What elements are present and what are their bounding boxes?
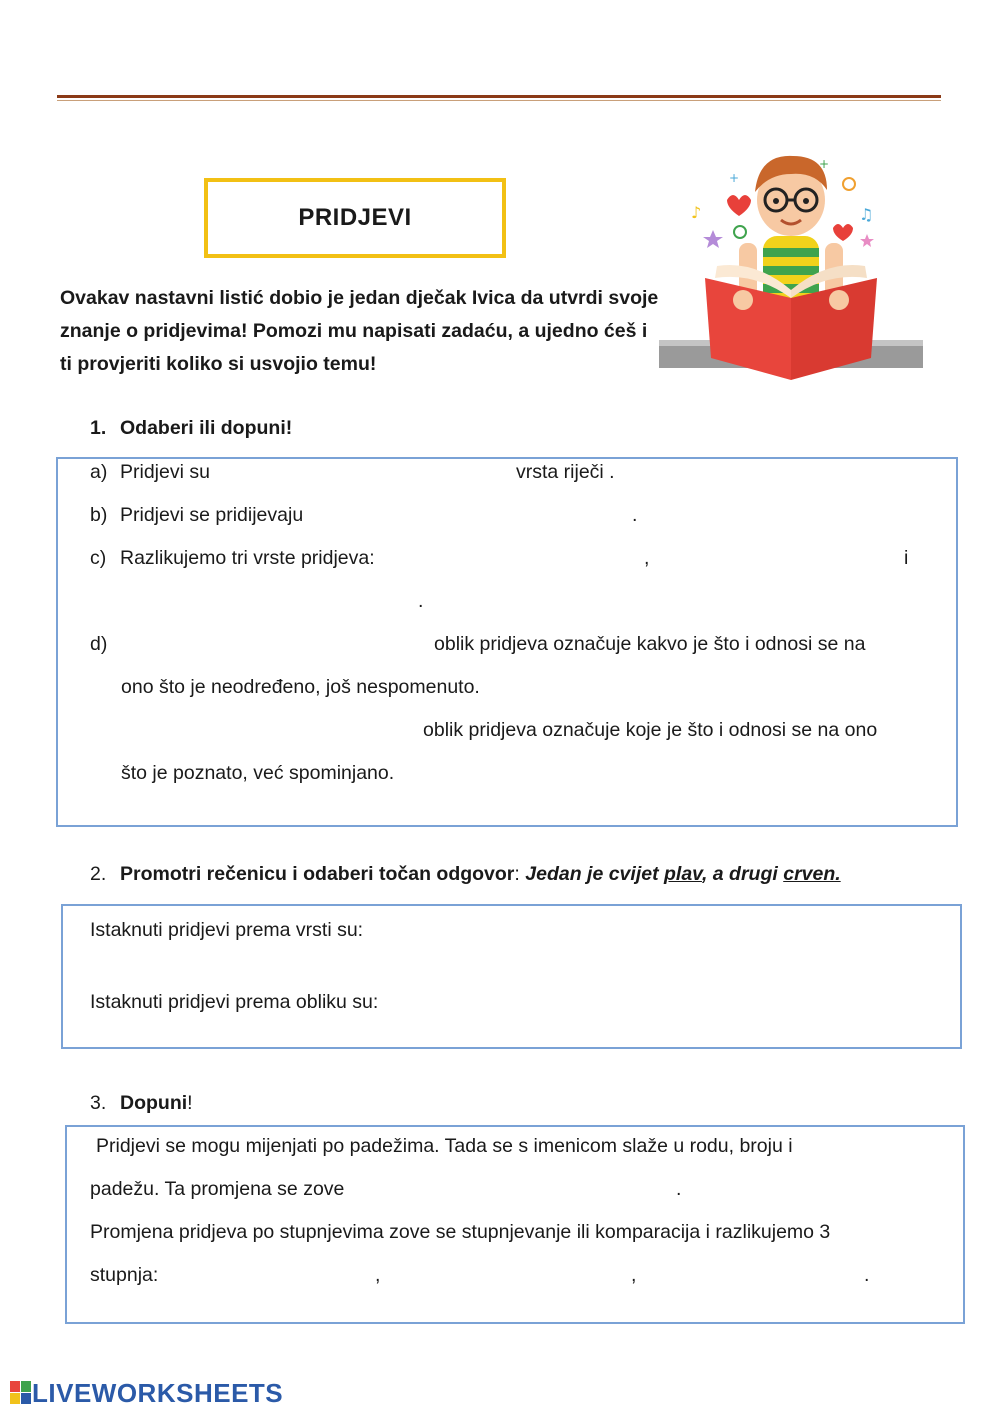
boy-reading-book-illustration xyxy=(655,148,927,388)
q1-item-d-line3: oblik pridjeva označuje koje je što i odnosi se na ono xyxy=(423,719,878,741)
q3-line1: Pridjevi se mogu mijenjati po padežima. Tada se s imenicom slaže u rodu, broju i xyxy=(96,1135,793,1157)
q3-comma-2: , xyxy=(631,1264,637,1286)
q1-heading: 1. Odaberi ili dopuni! xyxy=(90,417,293,439)
q1-item-b-tail: . xyxy=(632,504,638,526)
svg-text:♪: ♪ xyxy=(691,203,702,222)
q2-highlight-word-2: crven. xyxy=(783,863,841,885)
q2-heading: 2. Promotri rečenicu i odaberi točan odgovor: Jedan je cvijet plav, a drugi crven. xyxy=(90,863,841,885)
q1-item-d-label: d) xyxy=(90,633,108,655)
q1-item-a-tail: vrsta riječi . xyxy=(516,461,615,483)
q3-line4: stupnja: xyxy=(90,1264,159,1286)
q1-item-d-line1: oblik pridjeva označuje kakvo je što i odnosi se na xyxy=(434,633,866,655)
title-box xyxy=(204,178,506,258)
q2-line-vrsta: Istaknuti pridjevi prema vrsti su: xyxy=(90,919,364,941)
liveworksheets-logo[interactable] xyxy=(10,1378,283,1408)
q1-item-c: c) Razlikujemo tri vrste pridjeva: xyxy=(90,547,375,569)
svg-text:+: + xyxy=(729,171,740,185)
header-rule-thin xyxy=(57,100,941,101)
page-title: PRIDJEVI xyxy=(298,204,412,231)
q3-line2-dot: . xyxy=(676,1178,682,1200)
intro-text: Ovakav nastavni listić dobio je jedan dječak Ivica da utvrdi svoje znanje o pridjevima! Pomozi mu napisati zadaću, a ujedno ćeš i ti provjeriti koliko si usvojio temu! xyxy=(60,287,659,375)
q1-item-d-line4: što je poznato, već spominjano. xyxy=(121,762,395,784)
header-rule xyxy=(57,95,941,98)
q1-item-c-dot: . xyxy=(418,590,424,612)
q1-item-c-comma: , xyxy=(644,547,650,569)
q2-highlight-word-1: plav xyxy=(664,863,702,885)
svg-text:+: + xyxy=(819,157,830,171)
q3-heading: 3. Dopuni! xyxy=(90,1092,193,1114)
q1-item-c-i: i xyxy=(904,547,909,569)
q2-line-oblik: Istaknuti pridjevi prema obliku su: xyxy=(90,991,379,1013)
svg-text:♫: ♫ xyxy=(859,205,874,224)
q1-item-d-line2: ono što je neodređeno, još nespomenuto. xyxy=(121,676,480,698)
q3-line3: Promjena pridjeva po stupnjevima zove se stupnjevanje ili komparacija i razlikujemo 3 xyxy=(90,1221,831,1243)
q1-item-a: a) Pridjevi su xyxy=(90,461,210,483)
q1-item-b: b) Pridjevi se pridijevaju xyxy=(90,504,304,526)
q3-line2: padežu. Ta promjena se zove xyxy=(90,1178,345,1200)
q3-comma-1: , xyxy=(375,1264,381,1286)
logo-text: LIVEWORKSHEETS xyxy=(32,1377,284,1408)
logo-blocks-icon xyxy=(10,1381,32,1405)
q3-dot: . xyxy=(864,1264,870,1286)
